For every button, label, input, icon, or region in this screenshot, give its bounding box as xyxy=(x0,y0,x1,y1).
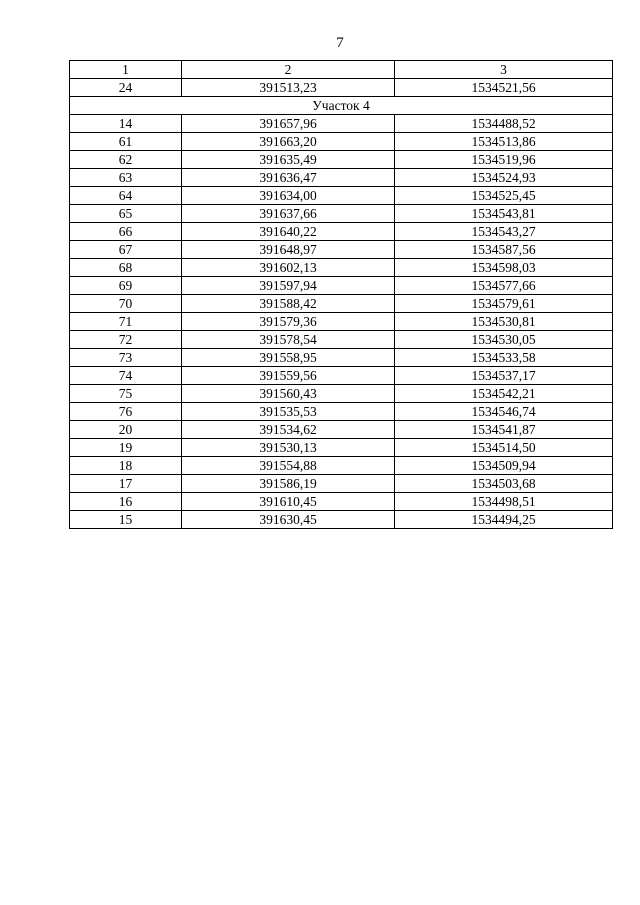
y-coordinate-cell: 1534498,51 xyxy=(395,493,613,511)
y-coordinate-cell: 1534488,52 xyxy=(395,115,613,133)
section-title-row xyxy=(70,97,613,115)
y-coordinate-cell: 1534521,56 xyxy=(395,79,613,97)
point-number-cell: 14 xyxy=(70,115,182,133)
header-cell-col-3: 3 xyxy=(395,61,613,79)
x-coordinate-cell: 391586,19 xyxy=(182,475,395,493)
point-number-cell: 17 xyxy=(70,475,182,493)
table-row xyxy=(70,493,613,511)
table-row xyxy=(70,331,613,349)
table-row xyxy=(70,511,613,529)
point-number-cell: 75 xyxy=(70,385,182,403)
x-coordinate-cell: 391597,94 xyxy=(182,277,395,295)
point-number-cell: 65 xyxy=(70,205,182,223)
table-row xyxy=(70,205,613,223)
x-coordinate-cell: 391530,13 xyxy=(182,439,395,457)
point-number-cell: 20 xyxy=(70,421,182,439)
y-coordinate-cell: 1534494,25 xyxy=(395,511,613,529)
x-coordinate-cell: 391602,13 xyxy=(182,259,395,277)
table-header-row xyxy=(70,61,613,79)
x-coordinate-cell: 391648,97 xyxy=(182,241,395,259)
x-coordinate-cell: 391513,23 xyxy=(182,79,395,97)
point-number-cell: 71 xyxy=(70,313,182,331)
y-coordinate-cell: 1534577,66 xyxy=(395,277,613,295)
page-number: 7 xyxy=(336,35,344,51)
table-row xyxy=(70,313,613,331)
y-coordinate-cell: 1534542,21 xyxy=(395,385,613,403)
y-coordinate-cell: 1534519,96 xyxy=(395,151,613,169)
section-title: Участок 4 xyxy=(70,97,613,115)
table-row xyxy=(70,385,613,403)
table-row xyxy=(70,79,613,97)
x-coordinate-cell: 391610,45 xyxy=(182,493,395,511)
table-row xyxy=(70,151,613,169)
x-coordinate-cell: 391630,45 xyxy=(182,511,395,529)
x-coordinate-cell: 391637,66 xyxy=(182,205,395,223)
table-row xyxy=(70,421,613,439)
x-coordinate-cell: 391636,47 xyxy=(182,169,395,187)
y-coordinate-cell: 1534543,81 xyxy=(395,205,613,223)
x-coordinate-cell: 391535,53 xyxy=(182,403,395,421)
table-row xyxy=(70,115,613,133)
y-coordinate-cell: 1534598,03 xyxy=(395,259,613,277)
y-coordinate-cell: 1534537,17 xyxy=(395,367,613,385)
x-coordinate-cell: 391578,54 xyxy=(182,331,395,349)
table-row xyxy=(70,187,613,205)
table-row xyxy=(70,349,613,367)
table-row xyxy=(70,277,613,295)
point-number-cell: 15 xyxy=(70,511,182,529)
table-row xyxy=(70,133,613,151)
coordinates-table-body xyxy=(70,61,613,529)
x-coordinate-cell: 391558,95 xyxy=(182,349,395,367)
header-cell-col-2: 2 xyxy=(182,61,395,79)
table-row xyxy=(70,475,613,493)
point-number-cell: 68 xyxy=(70,259,182,277)
header-cell-col-1: 1 xyxy=(70,61,182,79)
table-row xyxy=(70,241,613,259)
x-coordinate-cell: 391554,88 xyxy=(182,457,395,475)
point-number-cell: 63 xyxy=(70,169,182,187)
y-coordinate-cell: 1534541,87 xyxy=(395,421,613,439)
point-number-cell: 66 xyxy=(70,223,182,241)
point-number-cell: 67 xyxy=(70,241,182,259)
x-coordinate-cell: 391560,43 xyxy=(182,385,395,403)
y-coordinate-cell: 1534524,93 xyxy=(395,169,613,187)
point-number-cell: 73 xyxy=(70,349,182,367)
point-number-cell: 19 xyxy=(70,439,182,457)
table-row xyxy=(70,223,613,241)
point-number-cell: 64 xyxy=(70,187,182,205)
x-coordinate-cell: 391635,49 xyxy=(182,151,395,169)
x-coordinate-cell: 391588,42 xyxy=(182,295,395,313)
point-number-cell: 16 xyxy=(70,493,182,511)
coordinates-table xyxy=(69,60,613,529)
y-coordinate-cell: 1534525,45 xyxy=(395,187,613,205)
point-number-cell: 74 xyxy=(70,367,182,385)
point-number-cell: 61 xyxy=(70,133,182,151)
y-coordinate-cell: 1534503,68 xyxy=(395,475,613,493)
table-row xyxy=(70,457,613,475)
table-row xyxy=(70,403,613,421)
y-coordinate-cell: 1534543,27 xyxy=(395,223,613,241)
table-row xyxy=(70,259,613,277)
point-number-cell: 62 xyxy=(70,151,182,169)
x-coordinate-cell: 391663,20 xyxy=(182,133,395,151)
y-coordinate-cell: 1534533,58 xyxy=(395,349,613,367)
table-row xyxy=(70,295,613,313)
table-row xyxy=(70,367,613,385)
point-number-cell: 70 xyxy=(70,295,182,313)
y-coordinate-cell: 1534513,86 xyxy=(395,133,613,151)
point-number-cell: 69 xyxy=(70,277,182,295)
y-coordinate-cell: 1534579,61 xyxy=(395,295,613,313)
x-coordinate-cell: 391534,62 xyxy=(182,421,395,439)
point-number-cell: 24 xyxy=(70,79,182,97)
y-coordinate-cell: 1534546,74 xyxy=(395,403,613,421)
y-coordinate-cell: 1534530,05 xyxy=(395,331,613,349)
y-coordinate-cell: 1534509,94 xyxy=(395,457,613,475)
x-coordinate-cell: 391559,56 xyxy=(182,367,395,385)
y-coordinate-cell: 1534587,56 xyxy=(395,241,613,259)
y-coordinate-cell: 1534530,81 xyxy=(395,313,613,331)
y-coordinate-cell: 1534514,50 xyxy=(395,439,613,457)
x-coordinate-cell: 391657,96 xyxy=(182,115,395,133)
point-number-cell: 76 xyxy=(70,403,182,421)
table-row xyxy=(70,439,613,457)
point-number-cell: 72 xyxy=(70,331,182,349)
x-coordinate-cell: 391579,36 xyxy=(182,313,395,331)
table-row xyxy=(70,169,613,187)
point-number-cell: 18 xyxy=(70,457,182,475)
x-coordinate-cell: 391640,22 xyxy=(182,223,395,241)
x-coordinate-cell: 391634,00 xyxy=(182,187,395,205)
